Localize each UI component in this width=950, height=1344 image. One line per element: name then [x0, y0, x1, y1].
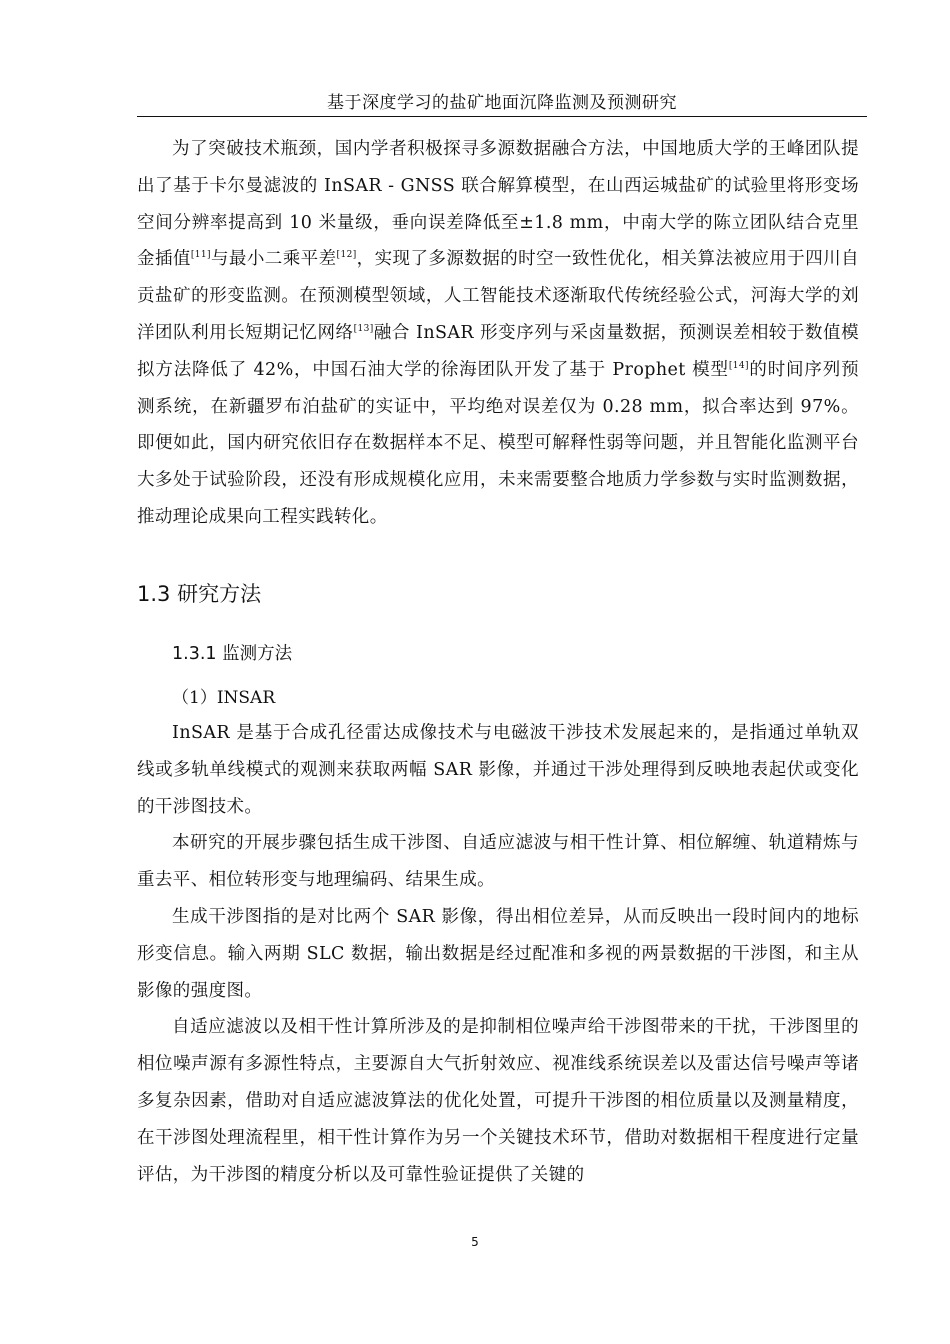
body-paragraph: 生成干涉图指的是对比两个 SAR 影像，得出相位差异，从而反映出一段时间内的地标形变信息。输入两期 SLC 数据，输出数据是经过配准和多视的两景数据的干涉图，和主从影像的强度图。	[137, 906, 859, 1001]
body-paragraph: 自适应滤波以及相干性计算所涉及的是抑制相位噪声给干涉图带来的干扰，干涉图里的相位噪声源有多源性特点，主要源自大气折射效应、视准线系统误差以及雷达信号噪声等诸多复杂因素，借助对自适应滤波算法的优化处置，可提升干涉图的相位质量以及测量精度，在干涉图处理流程里，相干性计算作为另一个关键技术环节，借助对数据相干程度进行定量评估，为干涉图的精度分析以及可靠性验证提供了关键的	[137, 1017, 859, 1185]
body-paragraph-2-block	[137, 715, 859, 1193]
citation-ref[interactable]: [13]	[353, 323, 374, 334]
citation-ref[interactable]: [14]	[728, 360, 749, 371]
page-number: 5	[471, 1235, 479, 1249]
body-paragraph: 本研究的开展步骤包括生成干涉图、自适应滤波与相干性计算、相位解缠、轨道精炼与重去平、相位转形变与地理编码、结果生成。	[137, 833, 859, 891]
citation-ref[interactable]: [11]	[190, 250, 211, 261]
section-heading: 1.3 研究方法	[137, 582, 262, 606]
header-rule	[137, 116, 867, 117]
running-header: 基于深度学习的盐矿地面沉降监测及预测研究	[327, 93, 677, 113]
body-paragraph	[137, 131, 859, 536]
paragraph-text: 融合 InSAR 形变序列与采卤量数据，预测误差相较于数值模拟方法降低了 42%，中国石油大学的徐海团队开发了基于 Prophet 模型	[137, 322, 859, 380]
paragraph-text: 的时间序列预测系统，在新疆罗布泊盐矿的实证中，平均绝对误差仅为 0.28 mm，拟合率达到 97%。即便如此，国内研究依旧存在数据样本不足、模型可解释性弱等问题，并且智能化监测平台大多处于试验阶段，还没有形成规模化应用，未来需要整合地质力学参数与实时监测数据，推动理论成果向工程实践转化。	[137, 359, 859, 527]
paragraph-text: 与最小二乘平差	[210, 249, 337, 270]
paragraph-text: 为了突破技术瓶颈，国内学者积极探寻多源数据融合方法，中国地质大学的王峰团队提出了基于卡尔曼滤波的 InSAR - GNSS 联合解算模型，在山西运城盐矿的试验里将形变场空间分辨率提高到 10 米量级，垂向误差降低至±1.8 mm，中南大学的陈立团队结合克里金插值	[137, 139, 859, 270]
body-paragraph-1-block	[137, 131, 859, 536]
subsection-heading: 1.3.1 监测方法	[172, 644, 293, 664]
paragraph-text: ，实现了多源数据的时空一致性优化，相关算法被应用于四川自贡盐矿的形变监测。在预测模型领域，人工智能技术逐渐取代传统经验公式，河海大学的刘洋团队利用长短期记忆网络	[137, 249, 859, 343]
citation-ref[interactable]: [12]	[336, 250, 357, 261]
item-heading: （1）INSAR	[172, 688, 276, 708]
body-paragraph: InSAR 是基于合成孔径雷达成像技术与电磁波干涉技术发展起来的，是指通过单轨双线或多轨单线模式的观测来获取两幅 SAR 影像，并通过干涉处理得到反映地表起伏或变化的干涉图技术。	[137, 723, 859, 817]
